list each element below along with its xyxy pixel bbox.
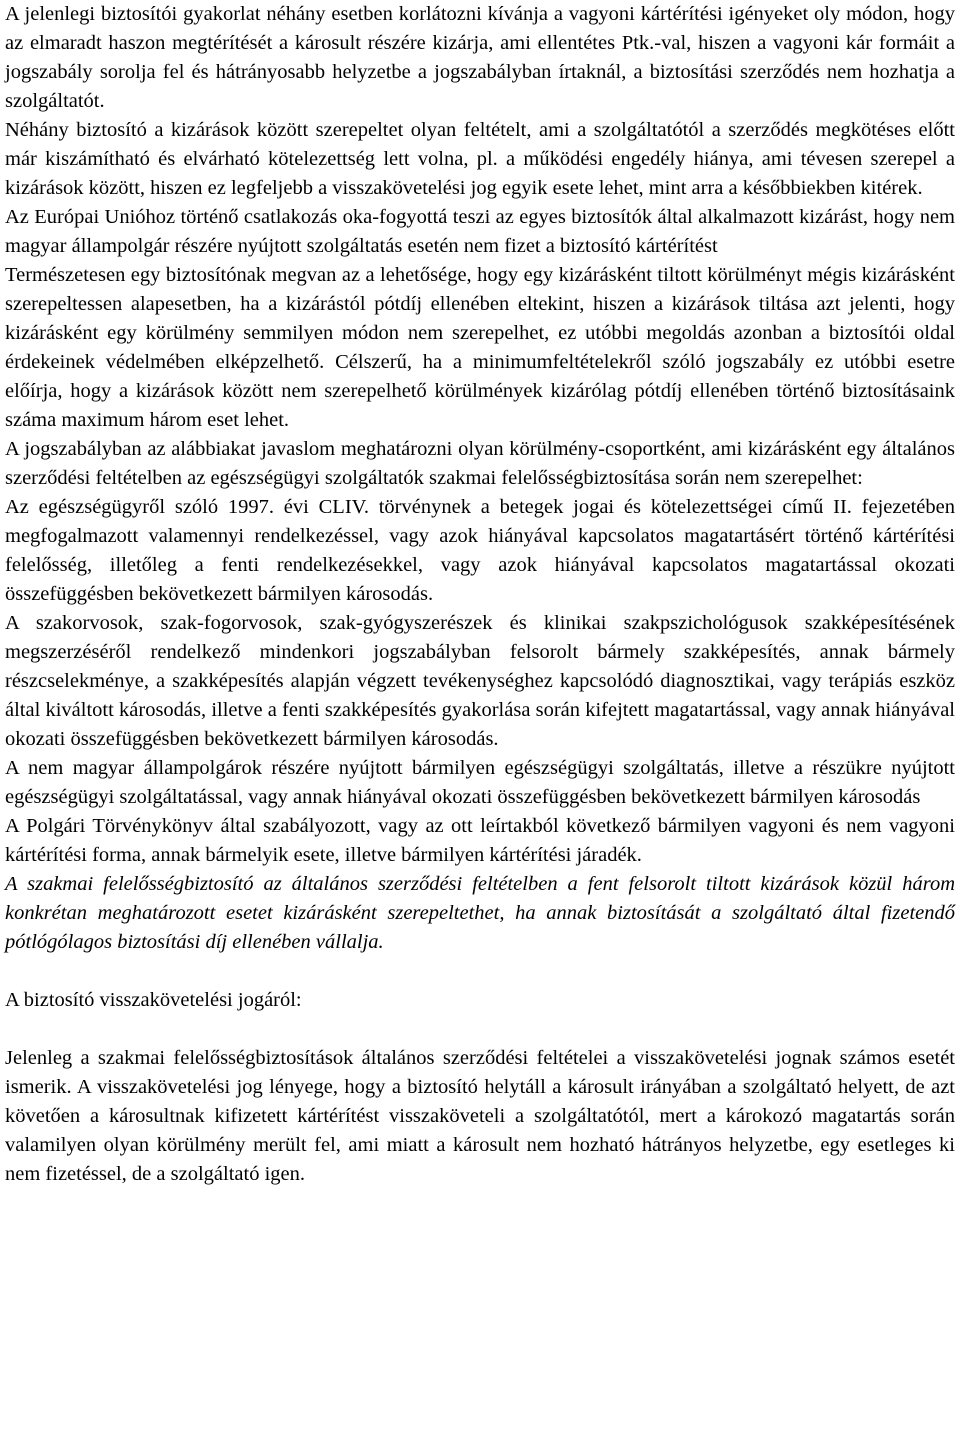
paragraph-civil-code: A Polgári Törvénykönyv által szabályozott, vagy az ott leírtakból következő bármilyen vagyoni és nem vagyoni kártérítési forma, annak bármelyik esete, illetve bármilyen kártérítési járadék.	[5, 815, 955, 866]
paragraph-proposal-intro: A jogszabályban az alábbiakat javaslom meghatározni olyan körülmény-csoportként, ami kizárásként egy általános szerződési feltételben az egészségügyi szolgáltatók szakmai felelősségbiztosítása során nem szerepelhet:	[5, 438, 955, 489]
paragraph-foreign-citizens: A nem magyar állampolgárok részére nyújtott bármilyen egészségügyi szolgáltatás, illetve a részükre nyújtott egészségügyi szolgáltatással, vagy annak hiányával okozati összefüggésben bekövetkezett bármilyen károsodás	[5, 757, 955, 808]
paragraph-gap	[5, 1015, 955, 1044]
paragraph-health-law: Az egészségügyről szóló 1997. évi CLIV. törvénynek a betegek jogai és kötelezettségei című II. fejezetében megfogalmazott valamennyi rendelkezéssel, vagy azok hiányával kapcsolatos magatartásért történő kártérítési felelősség, illetőleg a fenti rendelkezésekkel, vagy azok hiányával kapcsolatos magatartással okozati összefüggésben bekövetkezett bármilyen károsodás.	[5, 496, 955, 605]
paragraph-surcharge-exclusion: Természetesen egy biztosítónak megvan az a lehetősége, hogy egy kizárásként tiltott körülményt mégis kizárásként szerepeltessen alapesetben, ha a kizárástól pótdíj ellenében eltekint, hiszen a kizárások tiltása azt jelenti, hogy kizárásként egy körülmény semmilyen módon nem szerepelhet, ez utóbbi megoldás azonban a biztosítói oldal érdekeinek védelmében elképzelhető. Célszerű, ha a minimumfeltételekről szóló jogszabály ez utóbbi esetre előírja, hogy a kizárások között nem szerepelhető körülmények kizárólag pótdíj ellenében történő biztosításaink száma maximum három eset lehet.	[5, 264, 955, 431]
section-heading-recourse: A biztosító visszakövetelési jogáról:	[5, 989, 302, 1011]
paragraph-specialists: A szakorvosok, szak-fogorvosok, szak-gyógyszerészek és klinikai szakpszichológusok szakképesítésének megszerzéséről rendelkező mindenkori jogszabályban felsorolt bármely szakképesítés, annak bármely részcselekménye, a szakképesítés alapján végzett tevékenységhez kapcsolódó diagnosztikai, vagy terápiás eszköz által kiváltott károsodás, illetve a fenti szakképesítés gyakorlása során kifejtett magatartással, vagy annak hiányával okozati összefüggésben bekövetkezett bármilyen károsodás.	[5, 612, 955, 750]
paragraph-recourse-right: Jelenleg a szakmai felelősségbiztosítások általános szerződési feltételei a visszakövetelési jognak számos esetét ismerik. A visszakövetelési jog lényege, hogy a biztosító helytáll a károsult irányában a szolgáltató helyett, de azt követően a károsultnak kifizetett kártérítést visszaköveteli a szolgáltatótól, mert a károkozó magatartás során valamilyen olyan körülmény merült fel, ami miatt a károsult nem hozható hátrányos helyzetbe, egy esetleges ki nem fizetéssel, de a szolgáltató igen.	[5, 1047, 955, 1185]
paragraph-eu-accession: Az Európai Unióhoz történő csatlakozás oka-fogyottá teszi az egyes biztosítók által alkalmazott kizárást, hogy nem magyar állampolgár részére nyújtott szolgáltatás esetén nem fizet a biztosító kártérítést	[5, 206, 955, 257]
paragraph-damages-limitation: A jelenlegi biztosítói gyakorlat néhány esetben korlátozni kívánja a vagyoni kártérítési igényeket oly módon, hogy az elmaradt haszon megtérítését a károsult részére kizárja, ami ellentétes Ptk.-val, hiszen a vagyoni kár formáit a jogszabály sorolja fel és hátrányosabb helyzetbe a jogszabályban írtaknál, a biztosítási szerződés nem hozhatja a szolgáltatót.	[5, 3, 955, 112]
paragraph-italic-proposal: A szakmai felelősségbiztosító az általános szerződési feltételben a fent felsorolt tiltott kizárások közül három konkrétan meghatározott esetet kizárásként szerepeltethet, ha annak biztosítását a szolgáltató által fizetendő pótlógólagos biztosítási díj ellenében vállalja.	[5, 873, 955, 953]
paragraph-exclusions-license: Néhány biztosító a kizárások között szerepeltet olyan feltételt, ami a szolgáltatótól a szerződés megkötéses előtt már kiszámítható és elvárható kötelezettség lett volna, pl. a működési engedély hiánya, ami tévesen szerepel a kizárások között, hiszen ez legfeljebb a visszakövetelési jog egyik esete lehet, mint arra a későbbiekben kitérek.	[5, 119, 955, 199]
paragraph-gap	[5, 957, 955, 986]
